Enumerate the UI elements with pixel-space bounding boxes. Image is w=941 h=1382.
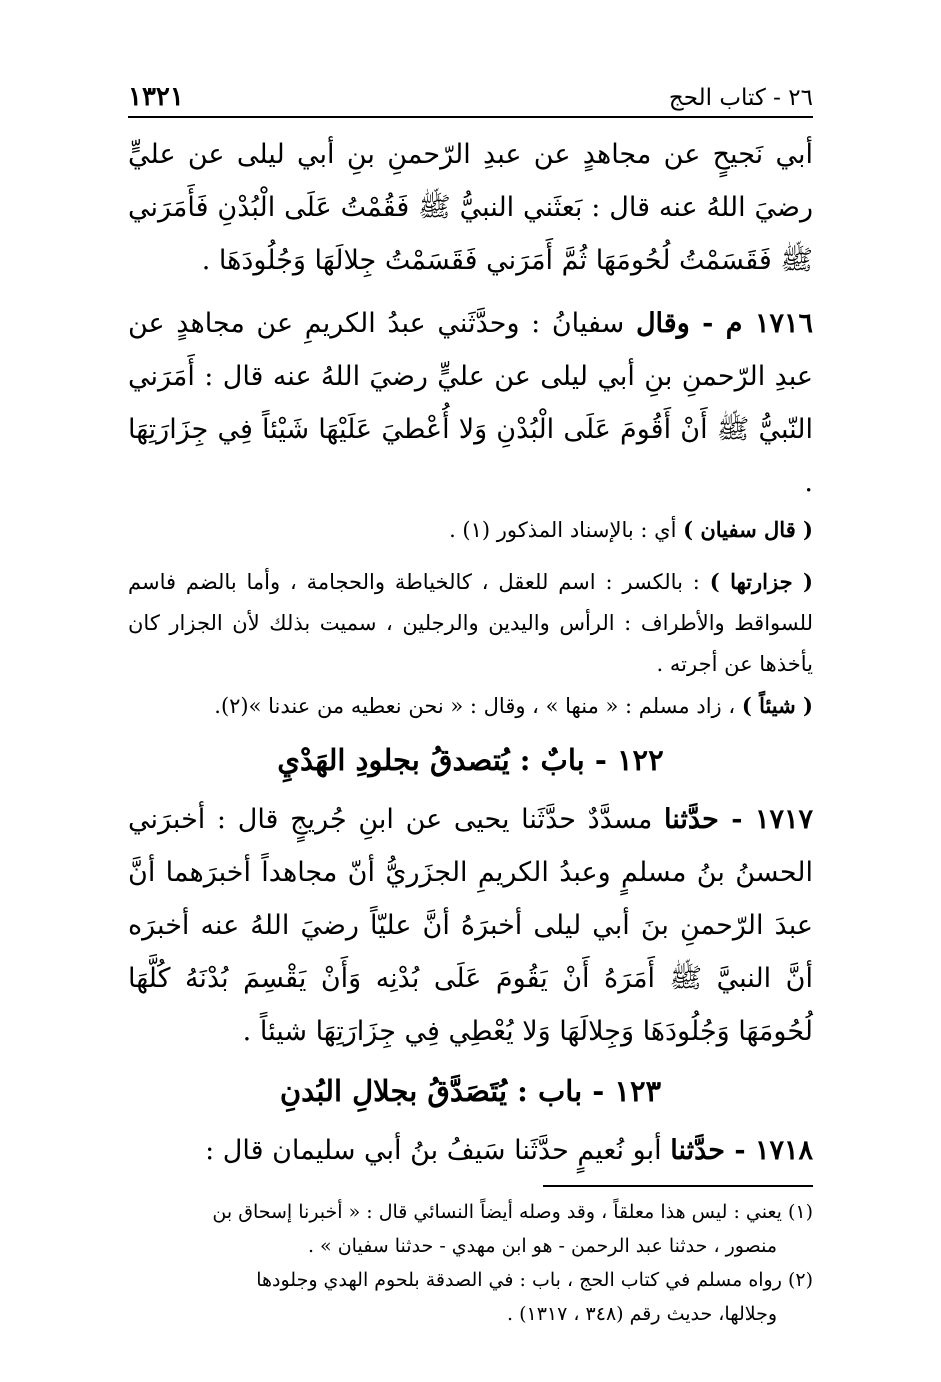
page-number: ١٣٢١	[128, 82, 184, 112]
hadith-text: سفيانُ : وحدَّثَني عبدُ الكريمِ عن مجاهدٍ عن عبدِ الرّحمنِ بنِ أبي ليلى عن عليٍّ رضيَ اللهُ عنه قال : أَمَرَني النّبيُّ ﷺ أَنْ أَقُومَ عَلَى الْبُدْنِ وَلا أُعْطيَ عَلَيْهَا شَيْئاً فِي جِزَارَتِهَا .	[128, 308, 813, 498]
hadith-number: ١٧١٦ م - وقال	[635, 308, 813, 339]
footnote-2	[128, 1263, 813, 1331]
hadith-1717	[128, 793, 813, 1058]
chapter-heading-122: ١٢٢ - بابٌ : يُتصدقُ بجلودِ الهَدْيِ	[277, 743, 664, 777]
footnote-2-continuation: وجلالها، حديث رقم (٣٤٨ ، ١٣١٧) .	[507, 1303, 777, 1325]
footnote-divider	[543, 1185, 813, 1187]
page-header	[128, 82, 813, 118]
commentary-label: ( جزارتها )	[709, 569, 813, 594]
hadith-1716-continuation: أبي نَجيحٍ عن مجاهدٍ عن عبدِ الرّحمنِ بنِ أبي ليلى عن عليٍّ رضيَ اللهُ عنه قال : بَعثَني النبيُّ ﷺ فَقُمْتُ عَلَى الْبُدْنِ فَأَمَرَني ﷺ فَقَسَمْتُ لُحُومَهَا ثُمَّ أَمَرَني فَقَسَمْتُ جِلالَهَا وَجُلُودَهَا .	[128, 139, 813, 276]
commentary-text: : بالكسر : اسم للعقل ، كالخياطة والحجامة ، وأما بالضم فاسم للسواقط والأطراف : الرأس واليدين والرجلين ، سميت بذلك لأن الجزار كان يأخذها عن أجرته .	[128, 570, 813, 676]
commentary-jazaratiha	[128, 561, 813, 685]
commentary-qala-sufyan	[128, 509, 813, 551]
hadith-1718	[128, 1124, 813, 1177]
hadith-text: أبو نُعيمٍ حدَّثَنا سَيفُ بنُ أبي سليمان قال :	[205, 1135, 662, 1166]
commentary-text: أي : بالإسناد المذكور (١) .	[449, 518, 677, 542]
footnote-1	[128, 1195, 813, 1263]
commentary-label: ( قال سفيان )	[683, 517, 813, 542]
commentary-shayan	[128, 685, 813, 727]
footnotes	[128, 1195, 813, 1331]
hadith-text: مسدَّدٌ حدَّثَنا يحيى عن ابنِ جُريجٍ قال : أخبرَني الحسنُ بنُ مسلمٍ وعبدُ الكريمِ الجزَريُّ أنّ مجاهداً أخبرَهما أنَّ عبدَ الرّحمنِ بنَ أبي ليلى أخبرَهُ أنَّ عليّاً رضيَ اللهُ عنه أخبرَه أنَّ النبيَّ ﷺ أَمَرَهُ أَنْ يَقُومَ عَلَى بُدْنِه وَأَنْ يَقْسِمَ بُدْنَهُ كُلَّهَا لُحُومَهَا وَجُلُودَهَا وَجِلالَهَا وَلا يُعْطِي فِي جِزَارَتِهَا شيئاً .	[128, 804, 813, 1047]
hadith-number: ١٧١٧ - حدَّثنا	[664, 804, 814, 835]
chapter-title: ٢٦ - كتاب الحج	[668, 85, 813, 111]
commentary-text: ، زاد مسلم : « منها » ، وقال : « نحن نعطيه من عندنا »(٢).	[214, 694, 736, 718]
hadith-1716m	[128, 297, 813, 509]
footnote-2-first-line: (٢) رواه مسلم في كتاب الحج ، باب : في الصدقة بلحوم الهدي وجلودها	[256, 1269, 813, 1291]
hadith-number: ١٧١٨ - حدَّثنا	[670, 1135, 813, 1166]
footnote-1-continuation: منصور ، حدثنا عبد الرحمن - هو ابن مهدي - حدثنا سفيان » .	[307, 1235, 777, 1257]
footnote-1-first-line: (١) يعني : ليس هذا معلقاً ، وقد وصله أيضاً النسائي قال : « أخبرنا إسحاق بن	[212, 1201, 813, 1223]
commentary-label: ( شيئاً )	[741, 693, 813, 718]
chapter-heading-123: ١٢٣ - باب : يُتَصَدَّقُ بجلالِ البُدنِ	[279, 1074, 662, 1108]
